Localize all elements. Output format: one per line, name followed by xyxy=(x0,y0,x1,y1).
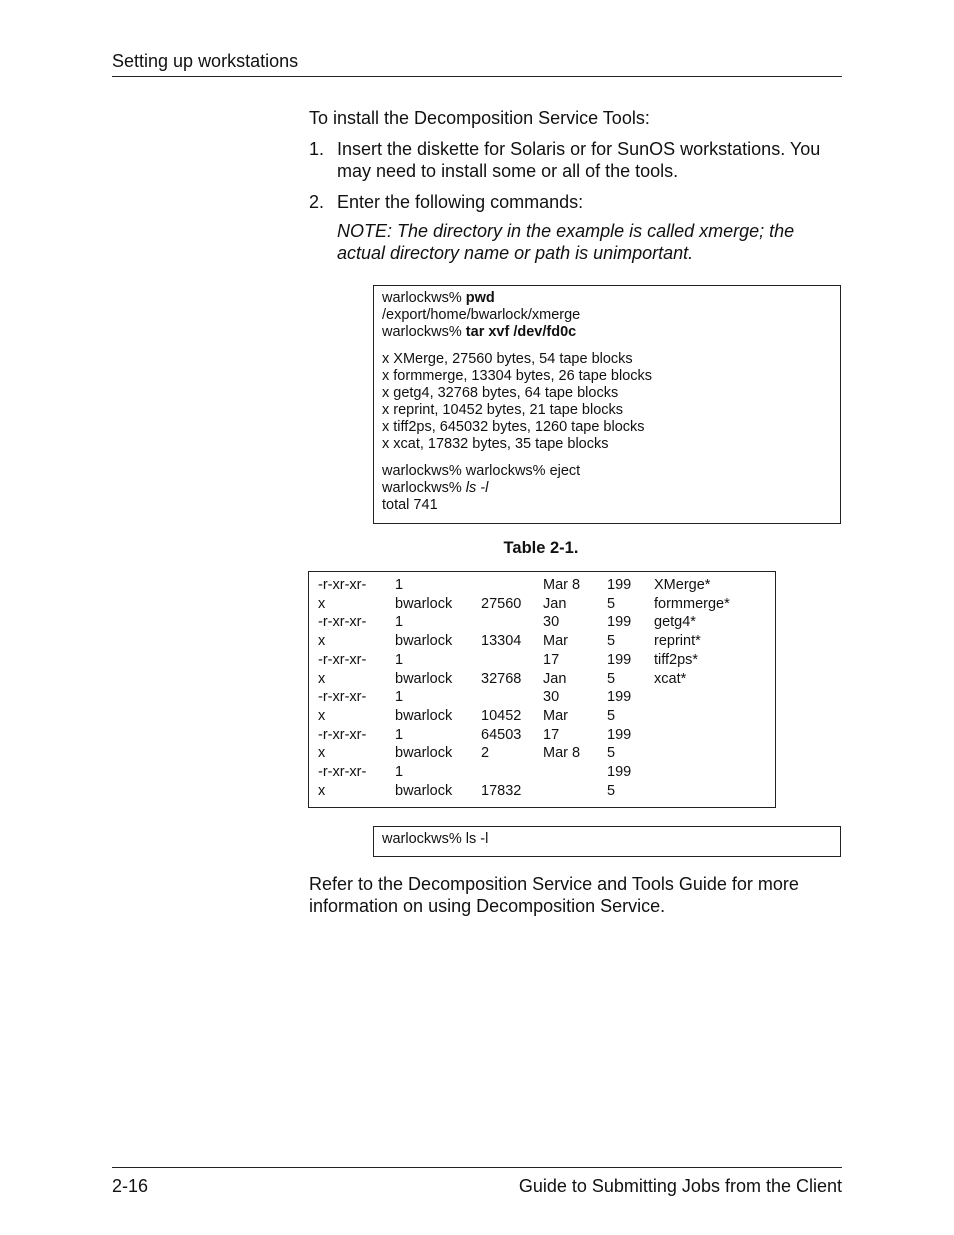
table-cell: x xyxy=(318,782,326,799)
ls-listing-table xyxy=(308,571,776,808)
table-cell: bwarlock xyxy=(395,707,453,724)
table-cell: 27560 xyxy=(481,595,522,612)
table-cell: 5 xyxy=(607,782,616,799)
table-cell xyxy=(481,651,521,670)
command-line xyxy=(382,290,832,307)
table-cell: Mar 8 xyxy=(543,745,581,762)
table-cell: 5 xyxy=(607,595,616,612)
output-line: total 741 xyxy=(382,497,438,513)
table-cell: 17832 xyxy=(481,782,522,799)
table-cell: XMerge* xyxy=(654,577,711,593)
closing-text xyxy=(309,873,849,917)
output-line: warlockws% warlockws% eject xyxy=(382,463,581,479)
table-cell: formmerge* xyxy=(654,595,730,612)
table-column-year xyxy=(607,576,631,800)
step-text: Enter the following commands: xyxy=(337,192,584,212)
table-column-permissions xyxy=(318,576,366,800)
intro-text: To install the Decomposition Service Tools: xyxy=(309,108,650,128)
table-cell: 5 xyxy=(607,707,616,724)
table-cell: 199 xyxy=(607,577,632,593)
table-cell: 1 xyxy=(395,614,404,631)
output-line: x getg4, 32768 bytes, 64 tape blocks xyxy=(382,385,619,401)
table-cell: 1 xyxy=(395,577,404,593)
table-cell: 2 xyxy=(481,745,490,762)
step-number: 2. xyxy=(309,192,325,212)
table-cell xyxy=(481,763,521,782)
output-line: x reprint, 10452 bytes, 21 tape blocks xyxy=(382,402,624,418)
table-cell: bwarlock xyxy=(395,633,453,650)
table-cell: 199 xyxy=(607,726,632,743)
command-line: warlockws% ls -l xyxy=(382,831,489,847)
step-1 xyxy=(309,138,849,182)
steps-list xyxy=(309,138,849,222)
table-cell: 199 xyxy=(607,689,632,706)
table-cell: 1 xyxy=(395,651,404,668)
table-cell: Mar xyxy=(543,633,568,650)
prompt-text: warlockws% xyxy=(382,480,466,496)
table-cell: x xyxy=(318,670,326,687)
table-cell: -r-xr-xr- xyxy=(318,726,367,743)
table-cell xyxy=(481,576,521,595)
table-caption: Table 2-1. xyxy=(503,539,579,557)
table-cell: 30 xyxy=(543,689,560,706)
table-cell: 17 xyxy=(543,726,560,743)
output-line: x formmerge, 13304 bytes, 26 tape blocks xyxy=(382,368,653,384)
step-text-line: may need to install some or all of the tools. xyxy=(337,161,679,181)
table-cell: 5 xyxy=(607,745,616,762)
table-column-date xyxy=(543,576,580,763)
command-block-eject xyxy=(382,463,832,514)
note-line: actual directory name or path is unimportant. xyxy=(337,243,694,263)
table-cell: bwarlock xyxy=(395,745,453,762)
table-cell: x xyxy=(318,745,326,762)
step-text-line: Insert the diskette for Solaris or for SunOS workstations. You xyxy=(337,139,821,159)
output-line: /export/home/bwarlock/xmerge xyxy=(382,307,581,323)
closing-line: Refer to the Decomposition Service and Tools Guide for more xyxy=(309,874,799,894)
table-cell: Jan xyxy=(543,595,567,612)
table-cell: getg4* xyxy=(654,614,696,631)
command-line xyxy=(382,480,832,497)
step-2 xyxy=(309,191,849,213)
table-cell: 17 xyxy=(543,651,560,668)
table-cell: bwarlock xyxy=(395,782,453,799)
output-line: x xcat, 17832 bytes, 35 tape blocks xyxy=(382,436,609,452)
note-line: NOTE: The directory in the example is called xmerge; the xyxy=(337,221,795,241)
command-text: pwd xyxy=(465,290,495,306)
table-cell: Mar 8 xyxy=(543,577,581,593)
table-cell: bwarlock xyxy=(395,670,453,687)
page-number: 2-16 xyxy=(112,1176,149,1196)
header-title: Setting up workstations xyxy=(112,51,299,71)
command-line xyxy=(382,324,832,341)
command-text: tar xvf /dev/fd0c xyxy=(465,324,577,340)
table-cell: bwarlock xyxy=(395,595,453,612)
table-cell: x xyxy=(318,633,326,650)
table-cell xyxy=(481,613,521,632)
table-cell: 199 xyxy=(607,614,632,631)
closing-line: information on using Decomposition Service. xyxy=(309,896,666,916)
table-cell: 199 xyxy=(607,764,632,781)
table-cell: 1 xyxy=(395,726,404,743)
table-cell: Mar xyxy=(543,707,568,724)
command-block-pwd xyxy=(382,290,832,341)
table-cell: -r-xr-xr- xyxy=(318,577,367,593)
footer-title: Guide to Submitting Jobs from the Client xyxy=(518,1176,842,1196)
prompt-text: warlockws% xyxy=(382,290,466,306)
table-column-filename xyxy=(654,576,730,688)
table-cell: x xyxy=(318,595,326,612)
table-cell: 5 xyxy=(607,670,616,687)
output-line: x tiff2ps, 645032 bytes, 1260 tape blocks xyxy=(382,419,645,435)
output-line: x XMerge, 27560 bytes, 54 tape blocks xyxy=(382,351,633,367)
command-text: ls -l xyxy=(465,480,489,496)
table-cell: 32768 xyxy=(481,670,522,687)
table-cell: 1 xyxy=(395,689,404,706)
table-cell: 199 xyxy=(607,651,632,668)
table-cell: -r-xr-xr- xyxy=(318,689,367,706)
table-cell: 64503 xyxy=(481,726,522,743)
table-cell: reprint* xyxy=(654,633,701,650)
table-cell: -r-xr-xr- xyxy=(318,614,367,631)
table-cell: -r-xr-xr- xyxy=(318,764,367,781)
table-column-size xyxy=(481,576,521,800)
footer-rule xyxy=(112,1167,842,1168)
command-example-box xyxy=(373,285,841,524)
note-text xyxy=(337,220,847,264)
step-text xyxy=(337,138,820,182)
table-column-owner xyxy=(395,576,452,800)
step-number: 1. xyxy=(309,139,325,159)
table-cell: x xyxy=(318,707,326,724)
table-cell: Jan xyxy=(543,670,567,687)
table-cell: 5 xyxy=(607,633,616,650)
table-cell: 1 xyxy=(395,764,404,781)
prompt-text: warlockws% xyxy=(382,324,466,340)
header-rule xyxy=(112,76,842,77)
table-cell: xcat* xyxy=(654,670,687,687)
table-cell xyxy=(481,688,521,707)
table-cell: -r-xr-xr- xyxy=(318,651,367,668)
table-cell: 13304 xyxy=(481,633,522,650)
table-cell: tiff2ps* xyxy=(654,651,699,668)
command-block-tar-output xyxy=(382,351,832,453)
table-cell: 10452 xyxy=(481,707,522,724)
table-cell: 30 xyxy=(543,614,560,631)
ls-command-box xyxy=(373,826,841,857)
